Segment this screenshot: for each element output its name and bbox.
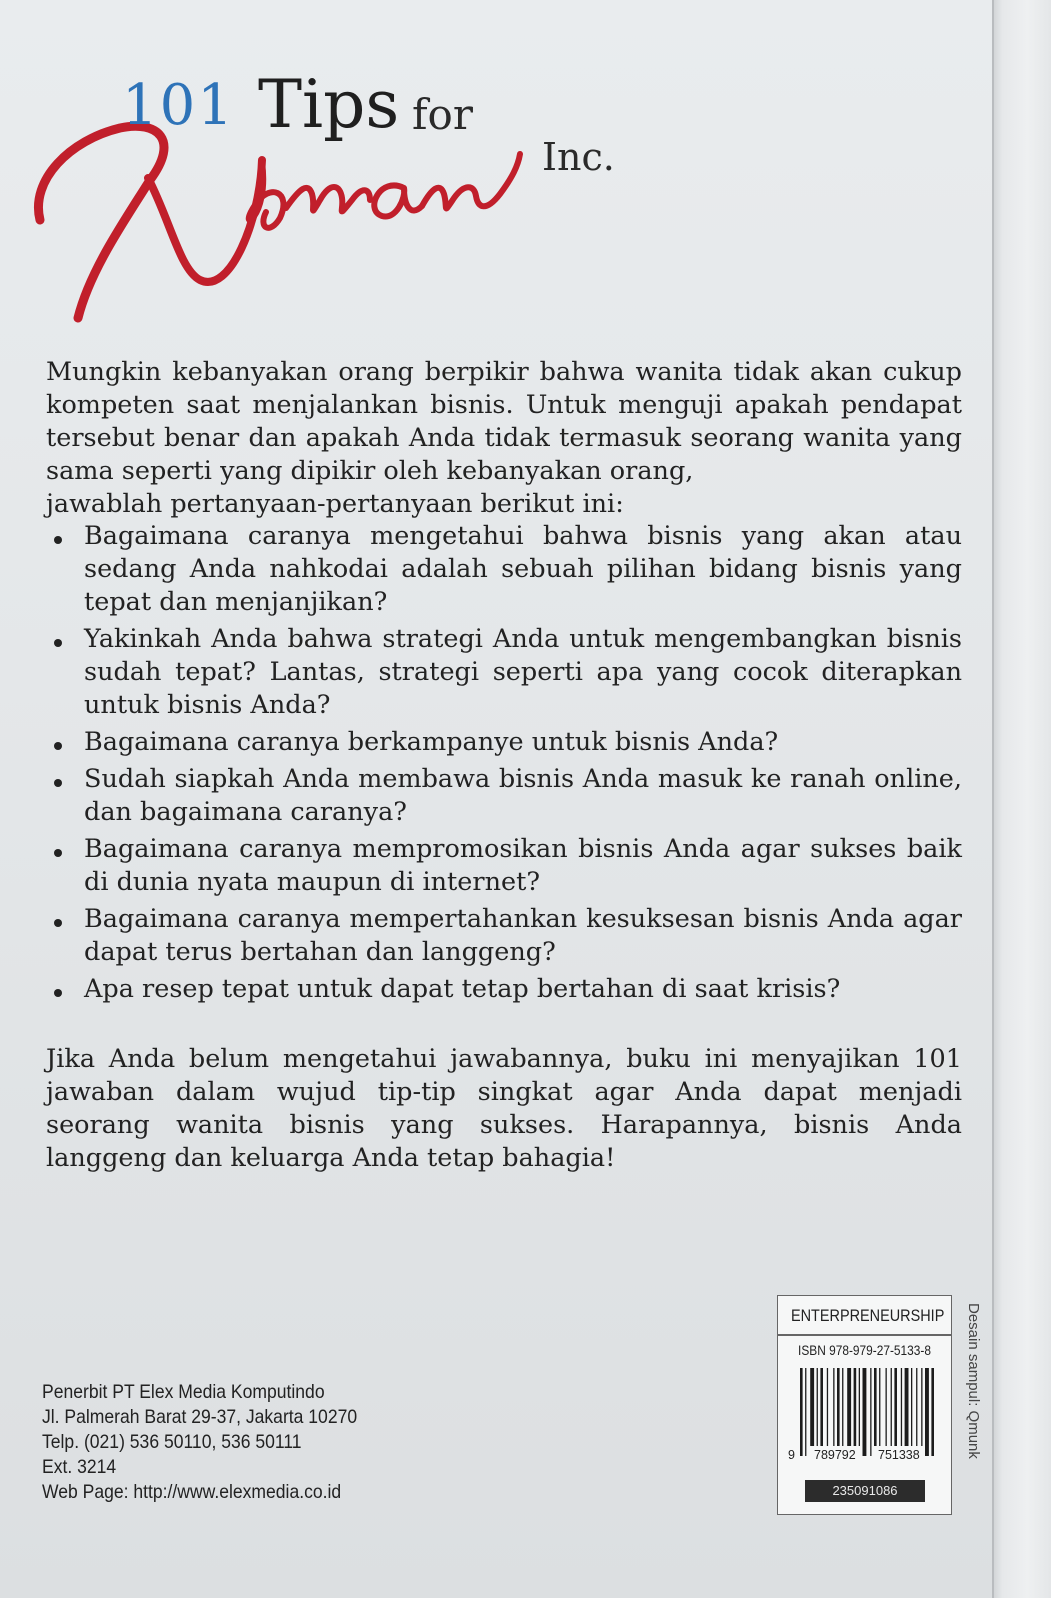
isbn-text: ISBN 978-979-27-5133-8 — [798, 1342, 931, 1358]
designer-credit: Desain sampul: Qmunk — [965, 1303, 982, 1459]
barcode-digit-group2: 751338 — [878, 1448, 920, 1462]
list-item: Yakinkah Anda bahwa strategi Anda untuk mengembangkan bisnis sudah tepat? Lantas, strategi seperti apa yang cocok diterapkan untuk bisnis Anda? — [46, 623, 962, 722]
product-code: 235091086 — [805, 1480, 925, 1502]
publisher-phone: Telp. (021) 536 50110, 536 50111 — [42, 1431, 302, 1453]
book-edge-line — [992, 0, 994, 1598]
title-tips: Tips — [258, 66, 400, 143]
list-item: Bagaimana caranya mempertahankan kesuksesan bisnis Anda agar dapat terus bertahan dan langgeng? — [46, 903, 962, 969]
barcode-label — [777, 1295, 952, 1515]
publisher-address: Jl. Palmerah Barat 29-37, Jakarta 10270 — [42, 1406, 358, 1428]
question-list — [46, 520, 962, 1010]
intro-text: Mungkin kebanyakan orang berpikir bahwa wanita tidak akan cukup kompeten saat menjalankan bisnis. Untuk menguji apakah pendapat tersebut benar dan apakah Anda tidak termasuk seorang wanita yang sama seperti yang dipikir oleh kebanyakan orang, — [46, 357, 962, 486]
title-logo — [30, 66, 650, 340]
book-edge — [992, 0, 1051, 1598]
list-item: Apa resep tepat untuk dapat tetap bertahan di saat krisis? — [46, 973, 962, 1006]
publisher-ext: Ext. 3214 — [42, 1456, 117, 1478]
intro-paragraph — [46, 356, 962, 521]
barcode-icon — [788, 1368, 943, 1456]
barcode-digit-group1: 789792 — [814, 1448, 856, 1462]
closing-paragraph: Jika Anda belum mengetahui jawabannya, buku ini menyajikan 101 jawaban dalam wujud tip-tip singkat agar Anda dapat menjadi seorang wanita bisnis yang sukses. Harapannya, bisnis Anda langgeng dan keluarga Anda tetap bahagia! — [46, 1044, 962, 1173]
list-item: Bagaimana caranya mempromosikan bisnis Anda agar sukses baik di dunia nyata maupun di internet? — [46, 833, 962, 899]
list-item: Sudah siapkah Anda membawa bisnis Anda masuk ke ranah online, dan bagaimana caranya? — [46, 763, 962, 829]
list-item: Bagaimana caranya mengetahui bahwa bisnis yang akan atau sedang Anda nahkodai adalah sebuah pilihan bidang bisnis yang tepat dan menjanjikan? — [46, 520, 962, 619]
intro-text-last-line: jawablah pertanyaan-pertanyaan berikut ini: — [46, 489, 624, 519]
barcode-digit-first: 9 — [788, 1448, 795, 1462]
publisher-web: Web Page: http://www.elexmedia.co.id — [42, 1481, 342, 1503]
publisher-name: Penerbit PT Elex Media Komputindo — [42, 1381, 325, 1403]
title-inc: Inc. — [542, 135, 615, 179]
list-item: Bagaimana caranya berkampanye untuk bisnis Anda? — [46, 726, 962, 759]
title-for: for — [412, 90, 473, 139]
title-number: 101 — [122, 73, 235, 138]
category-label: ENTERPRENEURSHIP — [790, 1306, 945, 1325]
divider — [778, 1334, 951, 1336]
publisher-info — [42, 1380, 420, 1505]
